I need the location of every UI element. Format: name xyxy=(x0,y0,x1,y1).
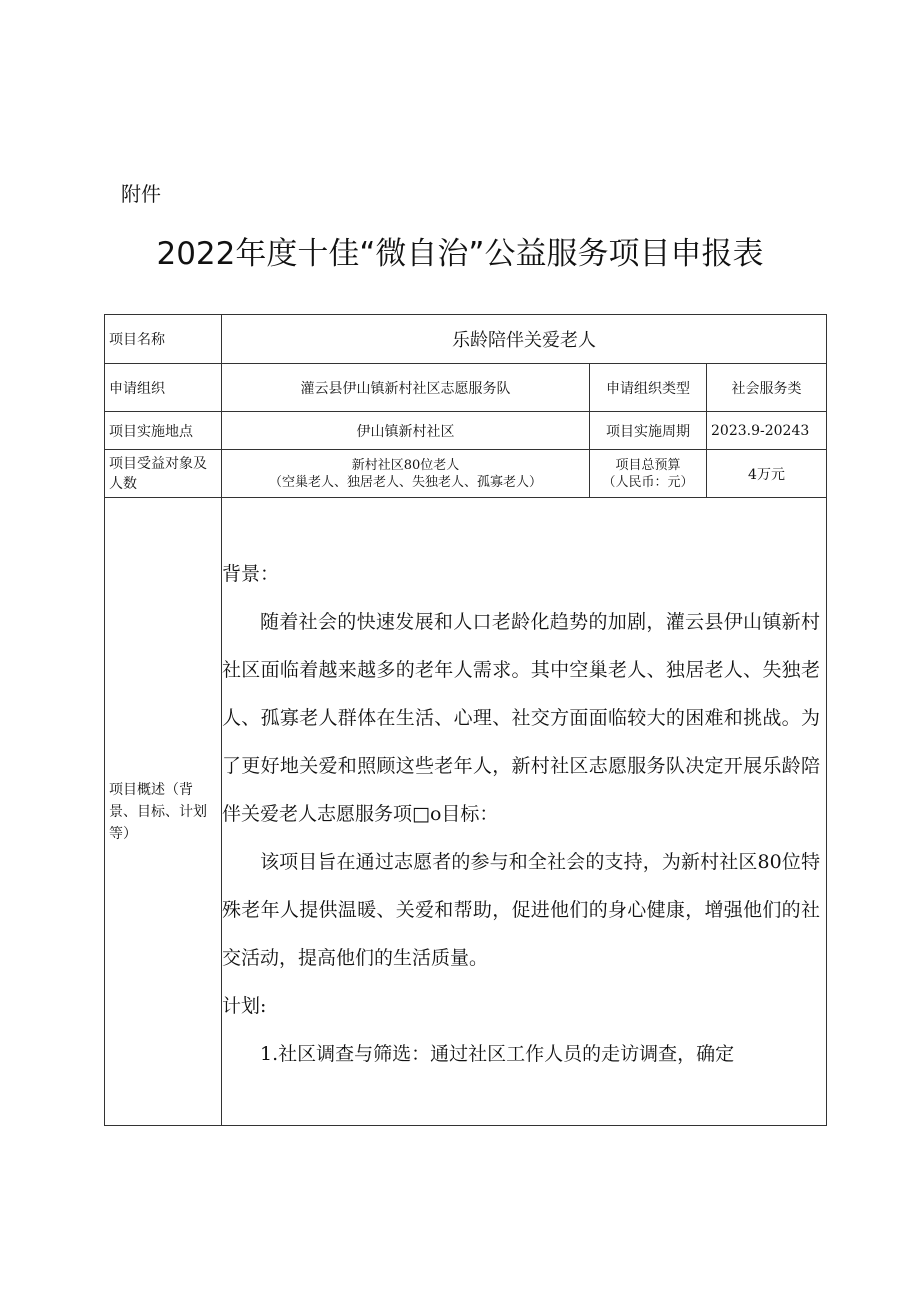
background-paragraph: 随着社会的快速发展和人口老龄化趋势的加剧，灌云县伊山镇新村社区面临着越来越多的老年人需求。其中空巢老人、独居老人、失独老人、孤寡老人群体在生活、心理、社交方面面临较大的困难和挑战。为了更好地关爱和照顾这些老年人，新村社区志愿服务队决定开展乐龄陪伴关爱老人志愿服务项□o目标： xyxy=(222,611,820,825)
budget-value: 4万元 xyxy=(707,450,827,498)
attachment-label: 附件 xyxy=(121,182,161,206)
period-label: 项目实施周期 xyxy=(590,412,707,450)
page-title: 2022年度十佳“微自治”公益服务项目申报表 xyxy=(156,236,764,272)
plan-heading: 计划: xyxy=(222,995,267,1017)
budget-label xyxy=(590,450,707,498)
row-organization xyxy=(105,364,827,412)
location-value: 伊山镇新村社区 xyxy=(222,412,590,450)
application-form-table xyxy=(104,314,827,1126)
row-location xyxy=(105,412,827,450)
background-heading: 背景： xyxy=(222,563,280,585)
budget-label-line2: （人民币：元） xyxy=(602,474,694,490)
overview-content xyxy=(222,498,827,1126)
org-label: 申请组织 xyxy=(105,364,222,412)
project-name-label: 项目名称 xyxy=(105,315,222,364)
beneficiary-groups: （空巢老人、独居老人、失独老人、孤寡老人） xyxy=(268,474,542,490)
location-label: 项目实施地点 xyxy=(105,412,222,450)
org-type-label: 申请组织类型 xyxy=(590,364,707,412)
budget-label-line1: 项目总预算 xyxy=(615,457,681,473)
row-beneficiary xyxy=(105,450,827,498)
row-overview xyxy=(105,498,827,1126)
goal-paragraph: 该项目旨在通过志愿者的参与和全社会的支持，为新村社区80位特殊老年人提供温暖、关爱和帮助，促进他们的身心健康，增强他们的社交活动，提高他们的生活质量。 xyxy=(222,851,820,969)
overview-label: 项目概述（背景、目标、计划等） xyxy=(105,498,222,1126)
period-value: 2023.9-20243 xyxy=(707,412,827,450)
beneficiary-count: 新村社区80位老人 xyxy=(351,457,460,473)
org-type-value: 社会服务类 xyxy=(707,364,827,412)
beneficiary-value xyxy=(222,450,590,498)
plan-item: 1.社区调查与筛选：通过社区工作人员的走访调查，确定 xyxy=(260,1043,735,1065)
project-name-value: 乐龄陪伴关爱老人 xyxy=(222,315,827,364)
beneficiary-label: 项目受益对象及人数 xyxy=(105,450,222,498)
row-project-name xyxy=(105,315,827,364)
org-value: 灌云县伊山镇新村社区志愿服务队 xyxy=(222,364,590,412)
